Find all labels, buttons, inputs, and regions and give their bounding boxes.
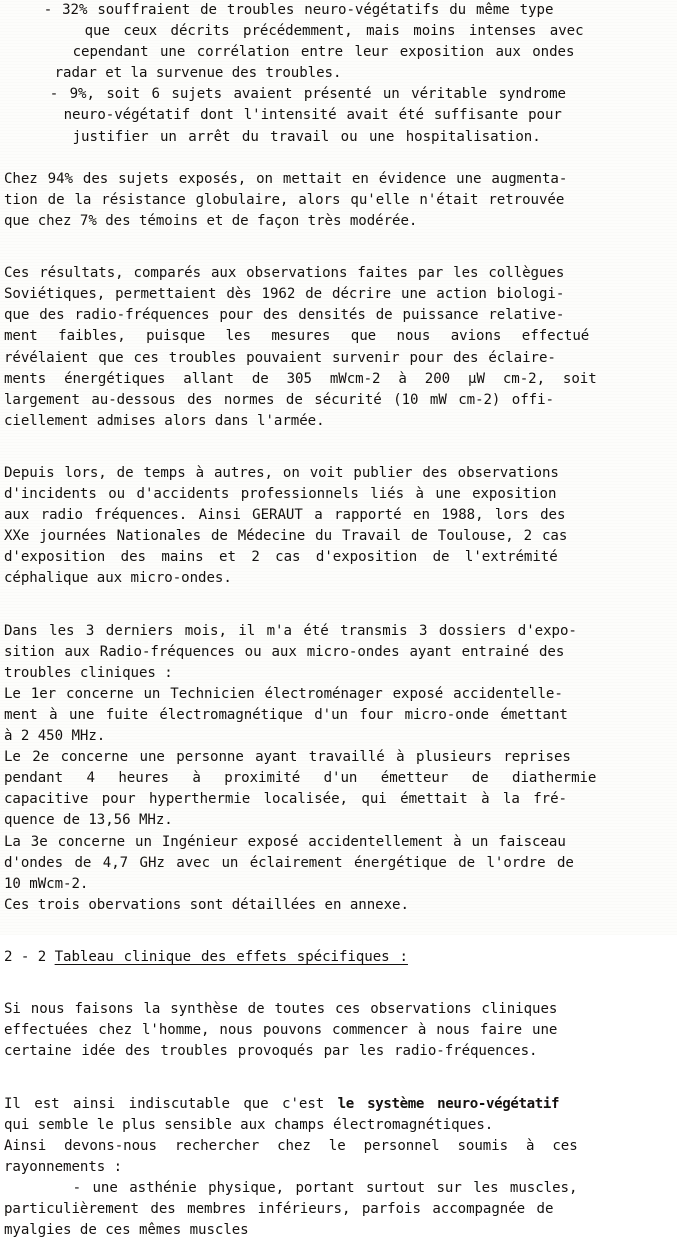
paragraph-line: sition aux Radio-fréquences ou aux micro-ondes ayant entrainé des bbox=[4, 643, 565, 660]
paragraph-line: aux radio fréquences. Ainsi GERAUT a rapporté en 1988, lors des bbox=[4, 507, 566, 524]
list-item: que ceux décrits précédemment, mais moins intenses avec bbox=[4, 23, 584, 40]
emphasis-neuro-vegetatif: le système neuro-végétatif bbox=[337, 1095, 560, 1112]
paragraph-line: Ainsi devons-nous rechercher chez le personnel soumis à ces bbox=[4, 1137, 578, 1154]
section-heading-title: Tableau clinique des effets spécifiques : bbox=[54, 949, 408, 966]
list-item: justifier un arrêt du travail ou une hospitalisation. bbox=[4, 128, 541, 145]
section-heading bbox=[4, 947, 674, 968]
paragraph-line: ments énergétiques allant de 305 mWcm-2 à 200 µW cm-2, soit bbox=[4, 370, 597, 387]
list-item: cependant une corrélation entre leur exposition aux ondes bbox=[4, 44, 575, 61]
paragraph-gap bbox=[4, 232, 674, 253]
paragraph-line: d'exposition des mains et 2 cas d'exposition de l'extrémité bbox=[4, 549, 558, 566]
paragraph-gap bbox=[4, 989, 674, 999]
paragraph-line: révélaient que ces troubles pouvaient survenir pour des éclaire- bbox=[4, 349, 556, 366]
paragraph-line bbox=[4, 1094, 674, 1115]
paragraph-line: Dans les 3 derniers mois, il m'a été transmis 3 dossiers d'expo- bbox=[4, 622, 577, 639]
paragraph-line: que chez 7% des témoins et de façon très modérée. bbox=[4, 212, 418, 229]
paragraph-line: qui semble le plus sensible aux champs électromagnétiques. bbox=[4, 1116, 494, 1133]
paragraph-gap bbox=[4, 453, 674, 463]
paragraph-line: ment à une fuite électromagnétique d'un four micro-onde émettant bbox=[4, 707, 568, 723]
paragraph-line: ciellement admises alors dans l'armée. bbox=[4, 412, 325, 429]
paragraph-gap bbox=[4, 1084, 674, 1094]
paragraph-line: rayonnements : bbox=[4, 1158, 123, 1175]
paragraph-line: XXe journées Nationales de Médecine du Travail de Toulouse, 2 cas bbox=[4, 528, 568, 545]
paragraph-line: Chez 94% des sujets exposés, on mettait en évidence une augmenta- bbox=[4, 170, 568, 187]
paragraph-line: Ces résultats, comparés aux observations faites par les collègues bbox=[4, 265, 565, 282]
paragraph-line: céphalique aux micro-ondes. bbox=[4, 570, 232, 587]
list-item: - 32% souffraient de troubles neuro-végétatifs du même type bbox=[4, 2, 554, 18]
paragraph-gap bbox=[4, 432, 674, 453]
paragraph-line: d'incidents ou d'accidents professionnels liés à une exposition bbox=[4, 486, 557, 503]
list-item: radar et la survenue des troubles. bbox=[4, 65, 342, 82]
paragraph-line: Si nous faisons la synthèse de toutes ces observations cliniques bbox=[4, 1001, 558, 1018]
document-body bbox=[4, 0, 674, 1241]
paragraph-line: d'ondes de 4,7 GHz avec un éclairement énergétique de l'ordre de bbox=[4, 854, 574, 871]
paragraph-line: La 3e concerne un Ingénieur exposé accidentellement à un faisceau bbox=[4, 833, 566, 850]
paragraph-line: ment faibles, puisque les mesures que nous avions effectué bbox=[4, 328, 590, 345]
paragraph-gap bbox=[4, 148, 674, 169]
paragraph-line: quence de 13,56 MHz. bbox=[4, 812, 173, 829]
paragraph-line: à 2 450 MHz. bbox=[4, 728, 106, 745]
paragraph-line: Soviétiques, permettaient dès 1962 de décrire une action biologi- bbox=[4, 286, 565, 303]
paragraph-line: Le 1er concerne un Technicien électroménager exposé accidentelle- bbox=[4, 685, 563, 702]
paragraph-line: tion de la résistance globulaire, alors qu'elle n'était retrouvée bbox=[4, 191, 565, 208]
paragraph-line: 10 mWcm-2. bbox=[4, 875, 89, 892]
list-item: - une asthénie physique, portant surtout sur les muscles, bbox=[4, 1179, 578, 1196]
paragraph-gap bbox=[4, 611, 674, 621]
paragraph-line: Depuis lors, de temps à autres, on voit publier des observations bbox=[4, 464, 559, 481]
paragraph-gap bbox=[4, 253, 674, 263]
paragraph-line: certaine idée des troubles provoqués par les radio-fréquences. bbox=[4, 1043, 538, 1060]
paragraph-gap bbox=[4, 916, 674, 937]
paragraph-text: Il est ainsi indiscutable que c'est bbox=[4, 1095, 338, 1112]
paragraph-line: Le 2e concerne une personne ayant travaillé à plusieurs reprises bbox=[4, 749, 571, 766]
list-item: neuro-végétatif dont l'intensité avait été suffisante pour bbox=[4, 107, 562, 124]
paragraph-line: troubles cliniques : bbox=[4, 664, 173, 681]
paragraph-gap bbox=[4, 968, 674, 989]
paragraph-gap bbox=[4, 937, 674, 947]
paragraph-gap bbox=[4, 1063, 674, 1084]
list-item: - 9%, soit 6 sujets avaient présenté un véritable syndrome bbox=[4, 86, 566, 103]
paragraph-line: capacitive pour hyperthermie localisée, qui émettait à la fré- bbox=[4, 791, 567, 808]
paragraph-gap bbox=[4, 590, 674, 611]
paragraph-line: effectuées chez l'homme, nous pouvons commencer à nous faire une bbox=[4, 1022, 558, 1039]
list-item: myalgies de ces mêmes muscles bbox=[4, 1222, 249, 1239]
paragraph-line: Ces trois obervations sont détaillées en annexe. bbox=[4, 896, 409, 913]
section-heading-number: 2 - 2 bbox=[4, 949, 55, 966]
paragraph-line: pendant 4 heures à proximité d'un émetteur de diathermie bbox=[4, 770, 597, 787]
paragraph-line: que des radio-fréquences pour des densités de puissance relative- bbox=[4, 307, 565, 324]
paragraph-line: largement au-dessous des normes de sécurité (10 mW cm-2) offi- bbox=[4, 391, 554, 408]
list-item: particulièrement des membres inférieurs, parfois accompagnée de bbox=[4, 1201, 554, 1218]
